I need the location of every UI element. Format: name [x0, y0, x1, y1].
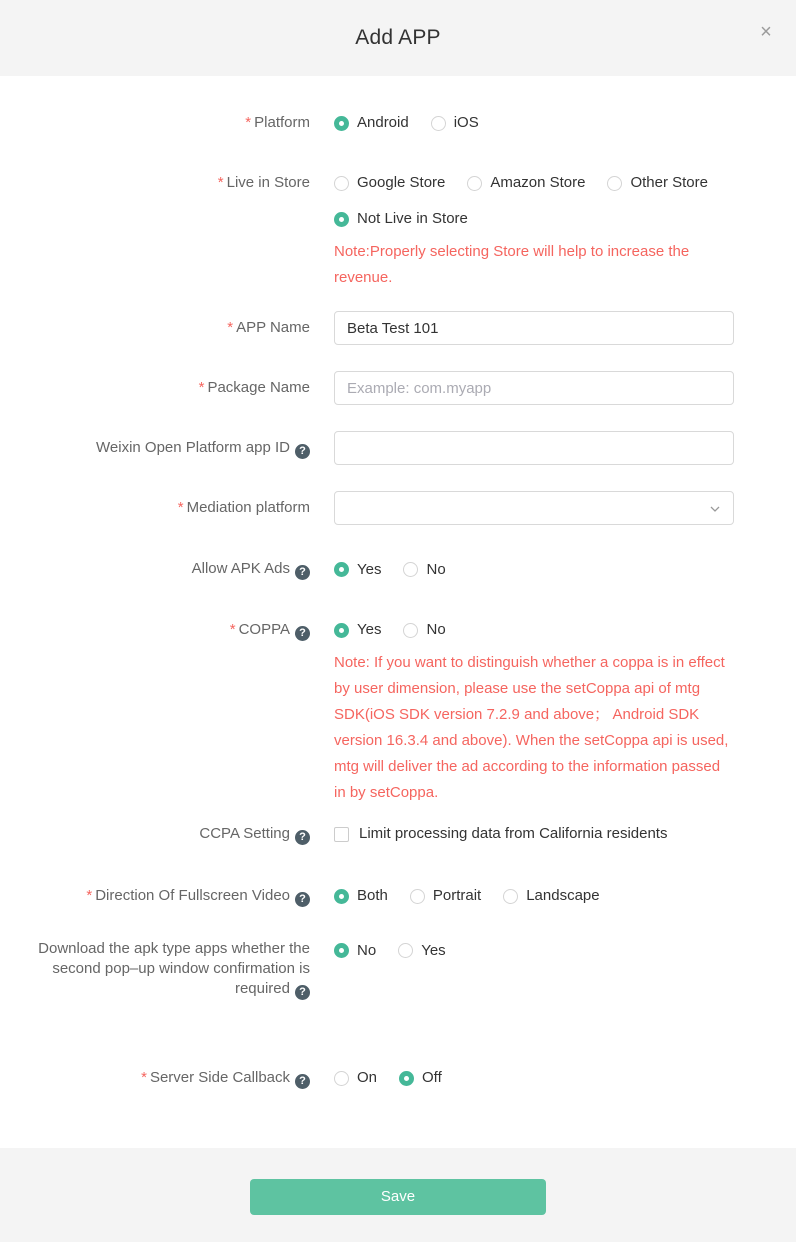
required-marker: *: [227, 319, 234, 336]
allow-apk-radio-yes[interactable]: Yes: [334, 560, 381, 580]
store-radio-amazon[interactable]: Amazon Store: [467, 173, 585, 193]
help-icon[interactable]: ?: [295, 830, 310, 845]
package-name-input[interactable]: [334, 371, 734, 405]
modal-body: [0, 76, 796, 1148]
coppa-radio-no[interactable]: No: [403, 620, 445, 640]
save-button[interactable]: Save: [250, 1179, 546, 1215]
direction-radio-portrait[interactable]: Portrait: [410, 886, 481, 906]
server-callback-radio-group: [334, 1068, 734, 1088]
row-mediation-platform: [0, 491, 734, 525]
weixin-app-id-control: [334, 431, 734, 465]
live-in-store-radio-group: [334, 173, 734, 193]
fullscreen-direction-radio-group: [334, 886, 734, 906]
ccpa-setting-label: CCPA Setting ?: [0, 824, 310, 845]
help-icon[interactable]: ?: [295, 985, 310, 1000]
coppa-label: * COPPA ?: [0, 620, 310, 641]
required-marker: *: [229, 621, 236, 638]
help-icon[interactable]: ?: [295, 1074, 310, 1089]
required-marker: *: [141, 1068, 147, 1086]
required-marker: *: [86, 886, 93, 904]
app-name-input[interactable]: [334, 311, 734, 345]
modal-footer: [0, 1148, 796, 1242]
radio-unselected-icon: [607, 176, 622, 191]
direction-radio-landscape[interactable]: Landscape: [503, 886, 599, 906]
modal-header: [0, 0, 796, 76]
allow-apk-ads-radio-group: [334, 560, 734, 580]
radio-unselected-icon: [398, 943, 413, 958]
platform-radio-group: [334, 113, 734, 133]
radio-selected-icon: [334, 116, 349, 131]
chevron-down-icon: [709, 503, 721, 515]
coppa-radio-group: [334, 620, 734, 640]
required-marker: *: [217, 174, 224, 191]
server-side-callback-label: * Server Side Callback ?: [0, 1068, 310, 1089]
row-platform: [0, 113, 734, 133]
coppa-note: Note: If you want to distinguish whether a coppa is in effect by user dimension, please use the setCoppa api of mtg SDK(iOS SDK version 7.2.9 and above； Android SDK version 16.3.4 and above). When the setCoppa api is used, mtg will deliver the ad according to the information passed in by setCoppa.: [334, 654, 729, 801]
required-marker: *: [177, 499, 184, 516]
help-icon[interactable]: ?: [295, 892, 310, 907]
page-title: Add APP: [355, 26, 441, 49]
radio-selected-icon: [334, 889, 349, 904]
allow-apk-radio-no[interactable]: No: [403, 560, 445, 580]
radio-unselected-icon: [403, 562, 418, 577]
row-server-side-callback: [0, 1068, 734, 1089]
app-name-control: [334, 311, 734, 345]
help-icon[interactable]: ?: [295, 565, 310, 580]
platform-radio-android[interactable]: Android: [334, 113, 409, 133]
server-callback-radio-on[interactable]: On: [334, 1068, 377, 1088]
radio-unselected-icon: [467, 176, 482, 191]
store-note: Note:Properly selecting Store will help to increase the revenue.: [334, 243, 690, 286]
mediation-platform-control: [334, 491, 734, 525]
platform-radio-ios[interactable]: iOS: [431, 113, 479, 133]
fullscreen-direction-label: * Direction Of Fullscreen Video ?: [0, 886, 310, 907]
platform-label: * Platform: [245, 114, 310, 131]
radio-unselected-icon: [334, 176, 349, 191]
live-in-store-label: * Live in Store: [217, 174, 310, 191]
apk-confirmation-label: Download the apk type apps whether the second pop–up window confirmation is required ?: [38, 939, 310, 998]
ccpa-checkbox-option[interactable]: Limit processing data from California residents: [334, 824, 667, 844]
mediation-platform-label: * Mediation platform: [177, 499, 310, 516]
row-live-in-store: [0, 173, 734, 291]
row-allow-apk-ads: [0, 559, 734, 580]
row-fullscreen-direction: [0, 886, 734, 907]
checkbox-unchecked-icon: [334, 827, 349, 842]
row-coppa: [0, 620, 734, 806]
allow-apk-ads-label: Allow APK Ads ?: [0, 559, 310, 580]
store-radio-google[interactable]: Google Store: [334, 173, 445, 193]
required-marker: *: [198, 379, 205, 396]
app-name-label: * APP Name: [227, 319, 310, 336]
row-app-name: [0, 311, 734, 345]
radio-unselected-icon: [403, 623, 418, 638]
apk-confirmation-radio-group: [334, 941, 734, 961]
store-radio-other[interactable]: Other Store: [607, 173, 708, 193]
close-icon[interactable]: ×: [760, 21, 772, 43]
radio-selected-icon: [334, 943, 349, 958]
weixin-app-id-label: Weixin Open Platform app ID ?: [0, 438, 310, 459]
radio-selected-icon: [399, 1071, 414, 1086]
radio-selected-icon: [334, 623, 349, 638]
live-in-store-radio-group-line2: [334, 209, 734, 229]
row-package-name: [0, 371, 734, 405]
row-weixin-app-id: [0, 431, 734, 465]
live-in-store-control: [334, 173, 734, 291]
mediation-platform-select[interactable]: [334, 491, 734, 525]
radio-unselected-icon: [410, 889, 425, 904]
radio-unselected-icon: [503, 889, 518, 904]
help-icon[interactable]: ?: [295, 626, 310, 641]
apk-confirm-radio-no[interactable]: No: [334, 941, 376, 961]
required-marker: *: [245, 114, 252, 131]
row-apk-confirmation: [0, 939, 734, 1000]
server-callback-radio-off[interactable]: Off: [399, 1068, 442, 1088]
radio-selected-icon: [334, 562, 349, 577]
package-name-control: [334, 371, 734, 405]
radio-unselected-icon: [334, 1071, 349, 1086]
row-ccpa-setting: [0, 824, 734, 846]
radio-unselected-icon: [431, 116, 446, 131]
radio-selected-icon: [334, 212, 349, 227]
weixin-app-id-input[interactable]: [334, 431, 734, 465]
help-icon[interactable]: ?: [295, 444, 310, 459]
apk-confirm-radio-yes[interactable]: Yes: [398, 941, 445, 961]
package-name-label: * Package Name: [198, 379, 310, 396]
store-radio-not-live[interactable]: Not Live in Store: [334, 209, 468, 229]
coppa-radio-yes[interactable]: Yes: [334, 620, 381, 640]
coppa-control: [334, 620, 734, 806]
ccpa-setting-control: [334, 824, 734, 846]
direction-radio-both[interactable]: Both: [334, 886, 388, 906]
